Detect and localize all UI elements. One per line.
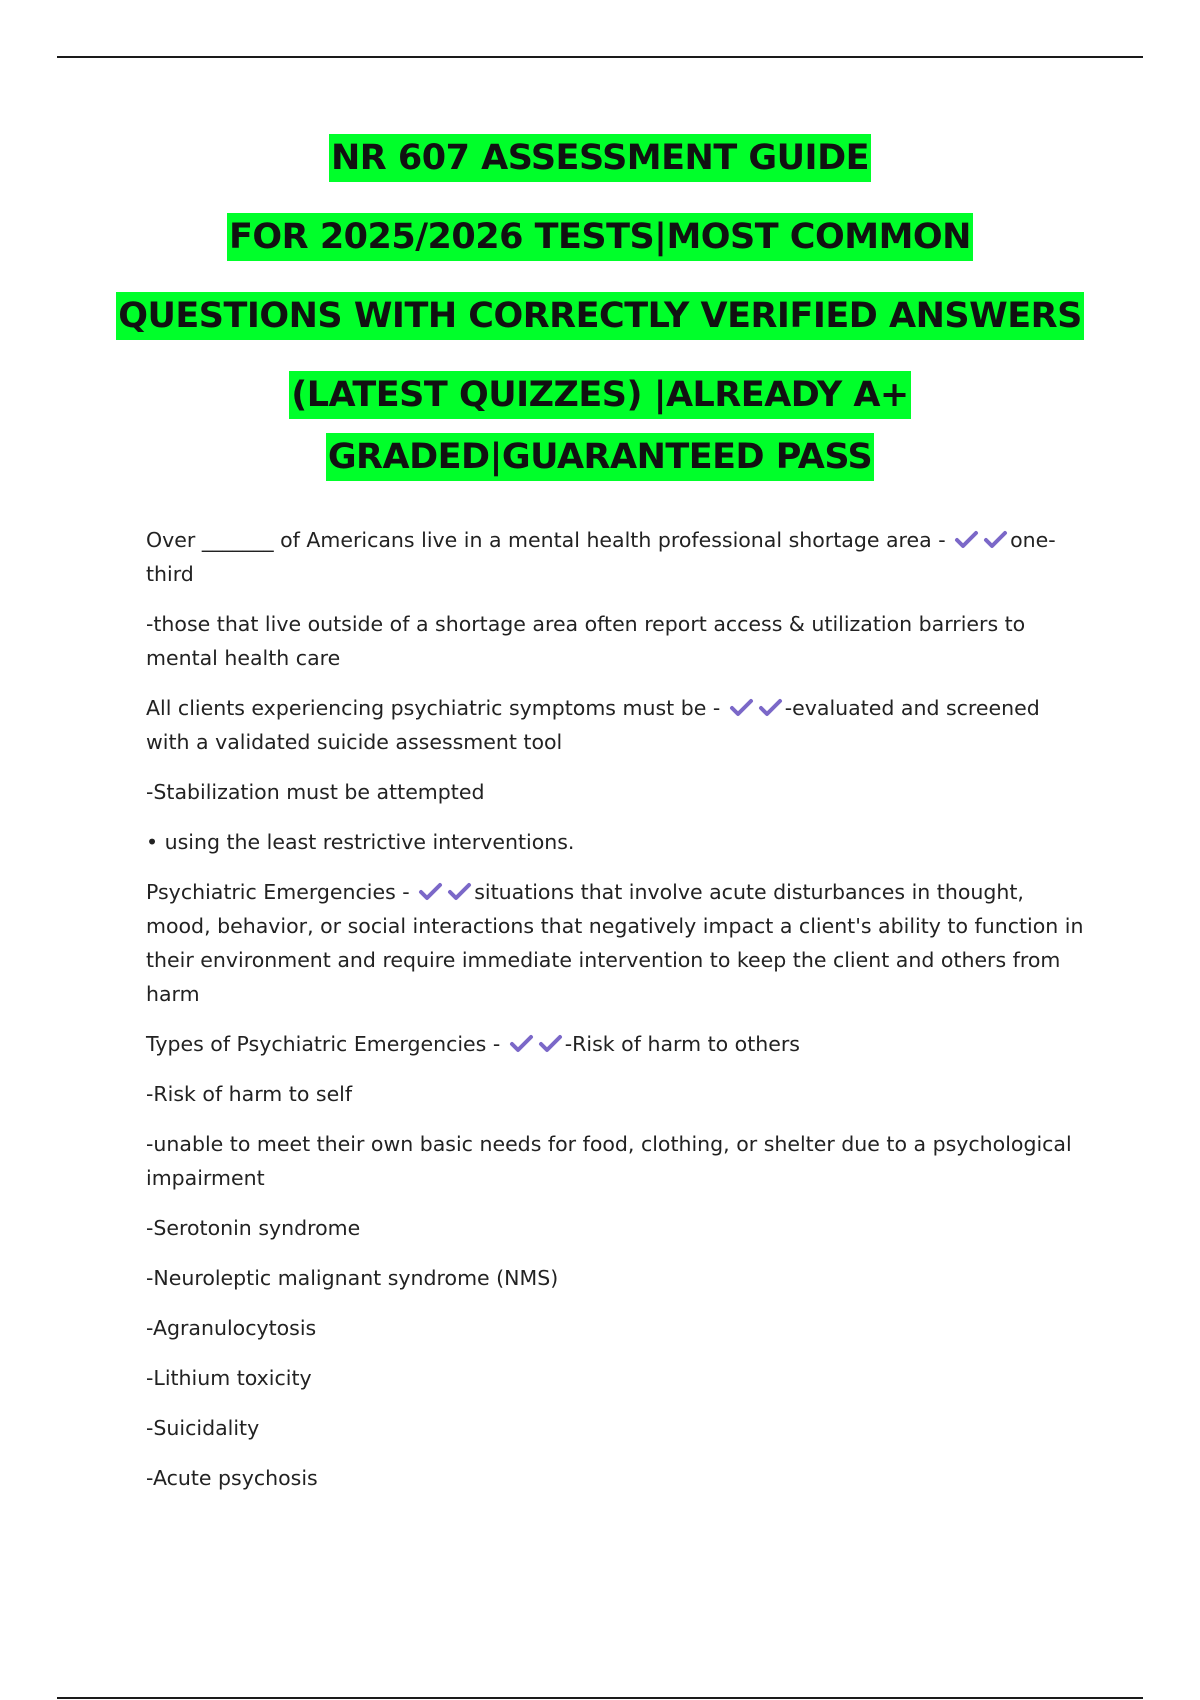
title-line-5: GRADED|GUARANTEED PASS bbox=[326, 433, 874, 481]
body-paragraph: -Serotonin syndrome bbox=[146, 1216, 361, 1240]
check-icon bbox=[508, 1034, 535, 1054]
answer-text: -evaluated and screened with a validated suicide assessment tool bbox=[146, 696, 1040, 754]
check-icon bbox=[982, 530, 1009, 550]
body-paragraph: -those that live outside of a shortage area often report access & utilization barriers to mental health care bbox=[146, 612, 1026, 670]
qa-item bbox=[146, 875, 1086, 1011]
check-icon bbox=[537, 1034, 564, 1054]
answer-text: one-third bbox=[146, 528, 1056, 586]
check-icon bbox=[417, 882, 444, 902]
body-paragraph: -Risk of harm to self bbox=[146, 1082, 353, 1106]
title-line-4: (LATEST QUIZZES) |ALREADY A+ bbox=[289, 371, 911, 419]
document-title bbox=[0, 138, 1200, 499]
qa-item bbox=[146, 1027, 1086, 1061]
check-icon bbox=[953, 530, 980, 550]
title-line-3: QUESTIONS WITH CORRECTLY VERIFIED ANSWERS bbox=[116, 292, 1084, 340]
answer-text: -Risk of harm to others bbox=[564, 1032, 800, 1056]
bottom-rule bbox=[57, 1697, 1143, 1699]
qa-item bbox=[146, 523, 1086, 591]
body-paragraph: -Neuroleptic malignant syndrome (NMS) bbox=[146, 1266, 559, 1290]
qa-item bbox=[146, 691, 1086, 759]
title-line-1: NR 607 ASSESSMENT GUIDE bbox=[329, 134, 871, 182]
question-text: Over _______ of Americans live in a mental health professional shortage area - bbox=[146, 528, 946, 552]
body-paragraph: -Stabilization must be attempted bbox=[146, 780, 485, 804]
question-text: Types of Psychiatric Emergencies - bbox=[146, 1032, 501, 1056]
question-text: Psychiatric Emergencies - bbox=[146, 880, 410, 904]
check-icon bbox=[446, 882, 473, 902]
check-icon bbox=[728, 698, 755, 718]
check-icon bbox=[757, 698, 784, 718]
body-paragraph: -Acute psychosis bbox=[146, 1466, 318, 1490]
document-body bbox=[146, 523, 1086, 1511]
question-text: All clients experiencing psychiatric symptoms must be - bbox=[146, 696, 721, 720]
top-rule bbox=[57, 56, 1143, 58]
body-paragraph: -Agranulocytosis bbox=[146, 1316, 317, 1340]
title-line-2: FOR 2025/2026 TESTS|MOST COMMON bbox=[227, 213, 973, 261]
answer-text: situations that involve acute disturbances in thought, mood, behavior, or social interactions that negatively impact a client's ability to function in their environment and require immediate intervention to keep the client and others from harm bbox=[146, 880, 1084, 1006]
body-paragraph: • using the least restrictive interventions. bbox=[146, 830, 575, 854]
body-paragraph: -Lithium toxicity bbox=[146, 1366, 312, 1390]
body-paragraph: -unable to meet their own basic needs for food, clothing, or shelter due to a psychological impairment bbox=[146, 1132, 1072, 1190]
body-paragraph: -Suicidality bbox=[146, 1416, 260, 1440]
